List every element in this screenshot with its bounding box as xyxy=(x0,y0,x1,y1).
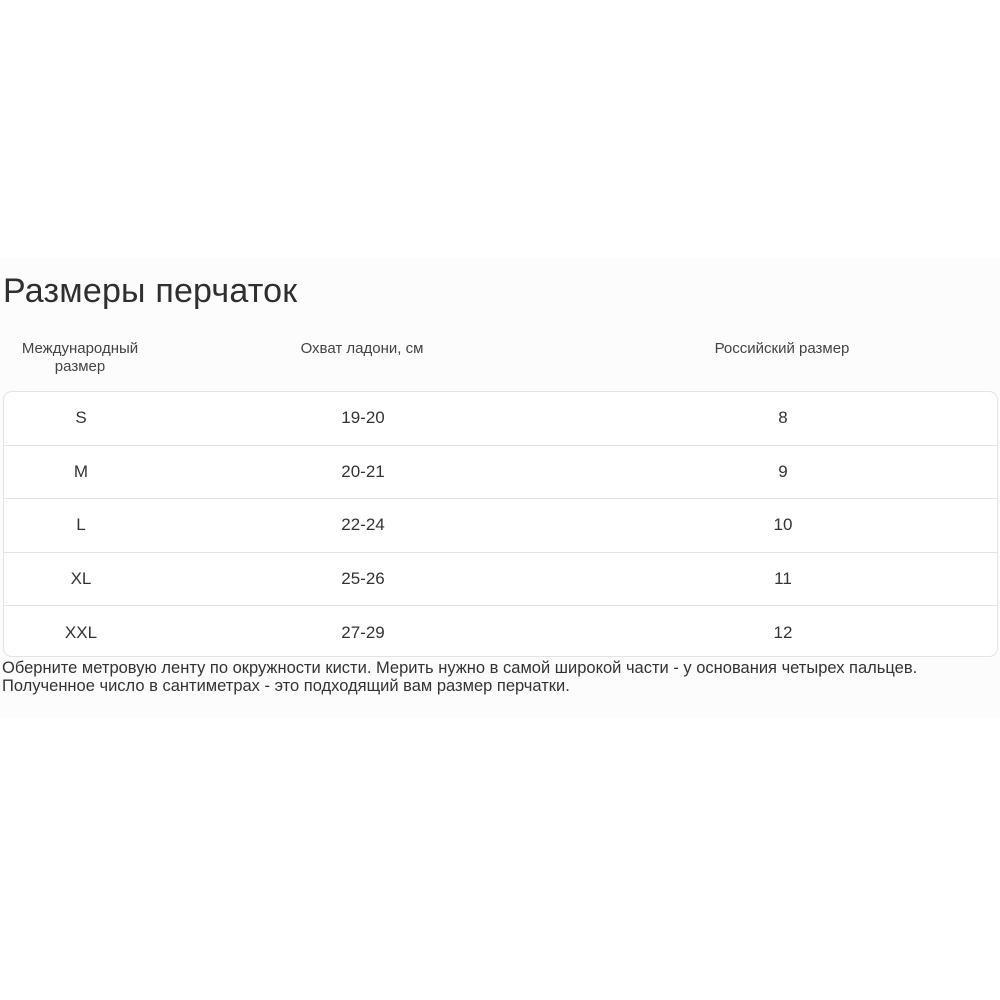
cell-international-size: M xyxy=(73,461,89,481)
cell-palm-girth: 20-21 xyxy=(341,461,385,481)
cell-international-size: L xyxy=(76,515,86,535)
cell-palm-girth: 27-29 xyxy=(341,622,385,642)
cell-russian-size: 8 xyxy=(778,408,788,428)
header-palm-girth: Охват ладони, см xyxy=(300,340,424,357)
table-row xyxy=(4,606,997,657)
table-header xyxy=(0,340,1000,380)
cell-international-size: XXL xyxy=(64,622,98,642)
cell-palm-girth: 25-26 xyxy=(341,568,385,588)
cell-russian-size: 9 xyxy=(778,461,788,481)
cell-international-size: XL xyxy=(70,568,92,588)
measurement-instructions xyxy=(2,659,996,695)
cell-palm-girth: 22-24 xyxy=(341,515,385,535)
cell-russian-size: 10 xyxy=(773,515,793,535)
instruction-line: Полученное число в сантиметрах - это подходящий вам размер перчатки. xyxy=(2,677,570,695)
cell-palm-girth: 19-20 xyxy=(341,408,385,428)
header-russian-size: Российский размер xyxy=(714,340,850,357)
table-row xyxy=(4,446,997,500)
instruction-line: Оберните метровую ленту по окружности кисти. Мерить нужно в самой широкой части - у основания четырех пальцев. xyxy=(2,659,918,677)
cell-russian-size: 11 xyxy=(774,568,792,588)
table-row xyxy=(4,392,997,446)
header-international-size: Международный размер xyxy=(21,340,139,375)
size-table xyxy=(3,391,998,657)
table-row xyxy=(4,553,997,607)
page-title: Размеры перчаток xyxy=(3,272,298,310)
cell-russian-size: 12 xyxy=(773,622,793,642)
cell-international-size: S xyxy=(75,408,87,428)
table-row xyxy=(4,499,997,553)
